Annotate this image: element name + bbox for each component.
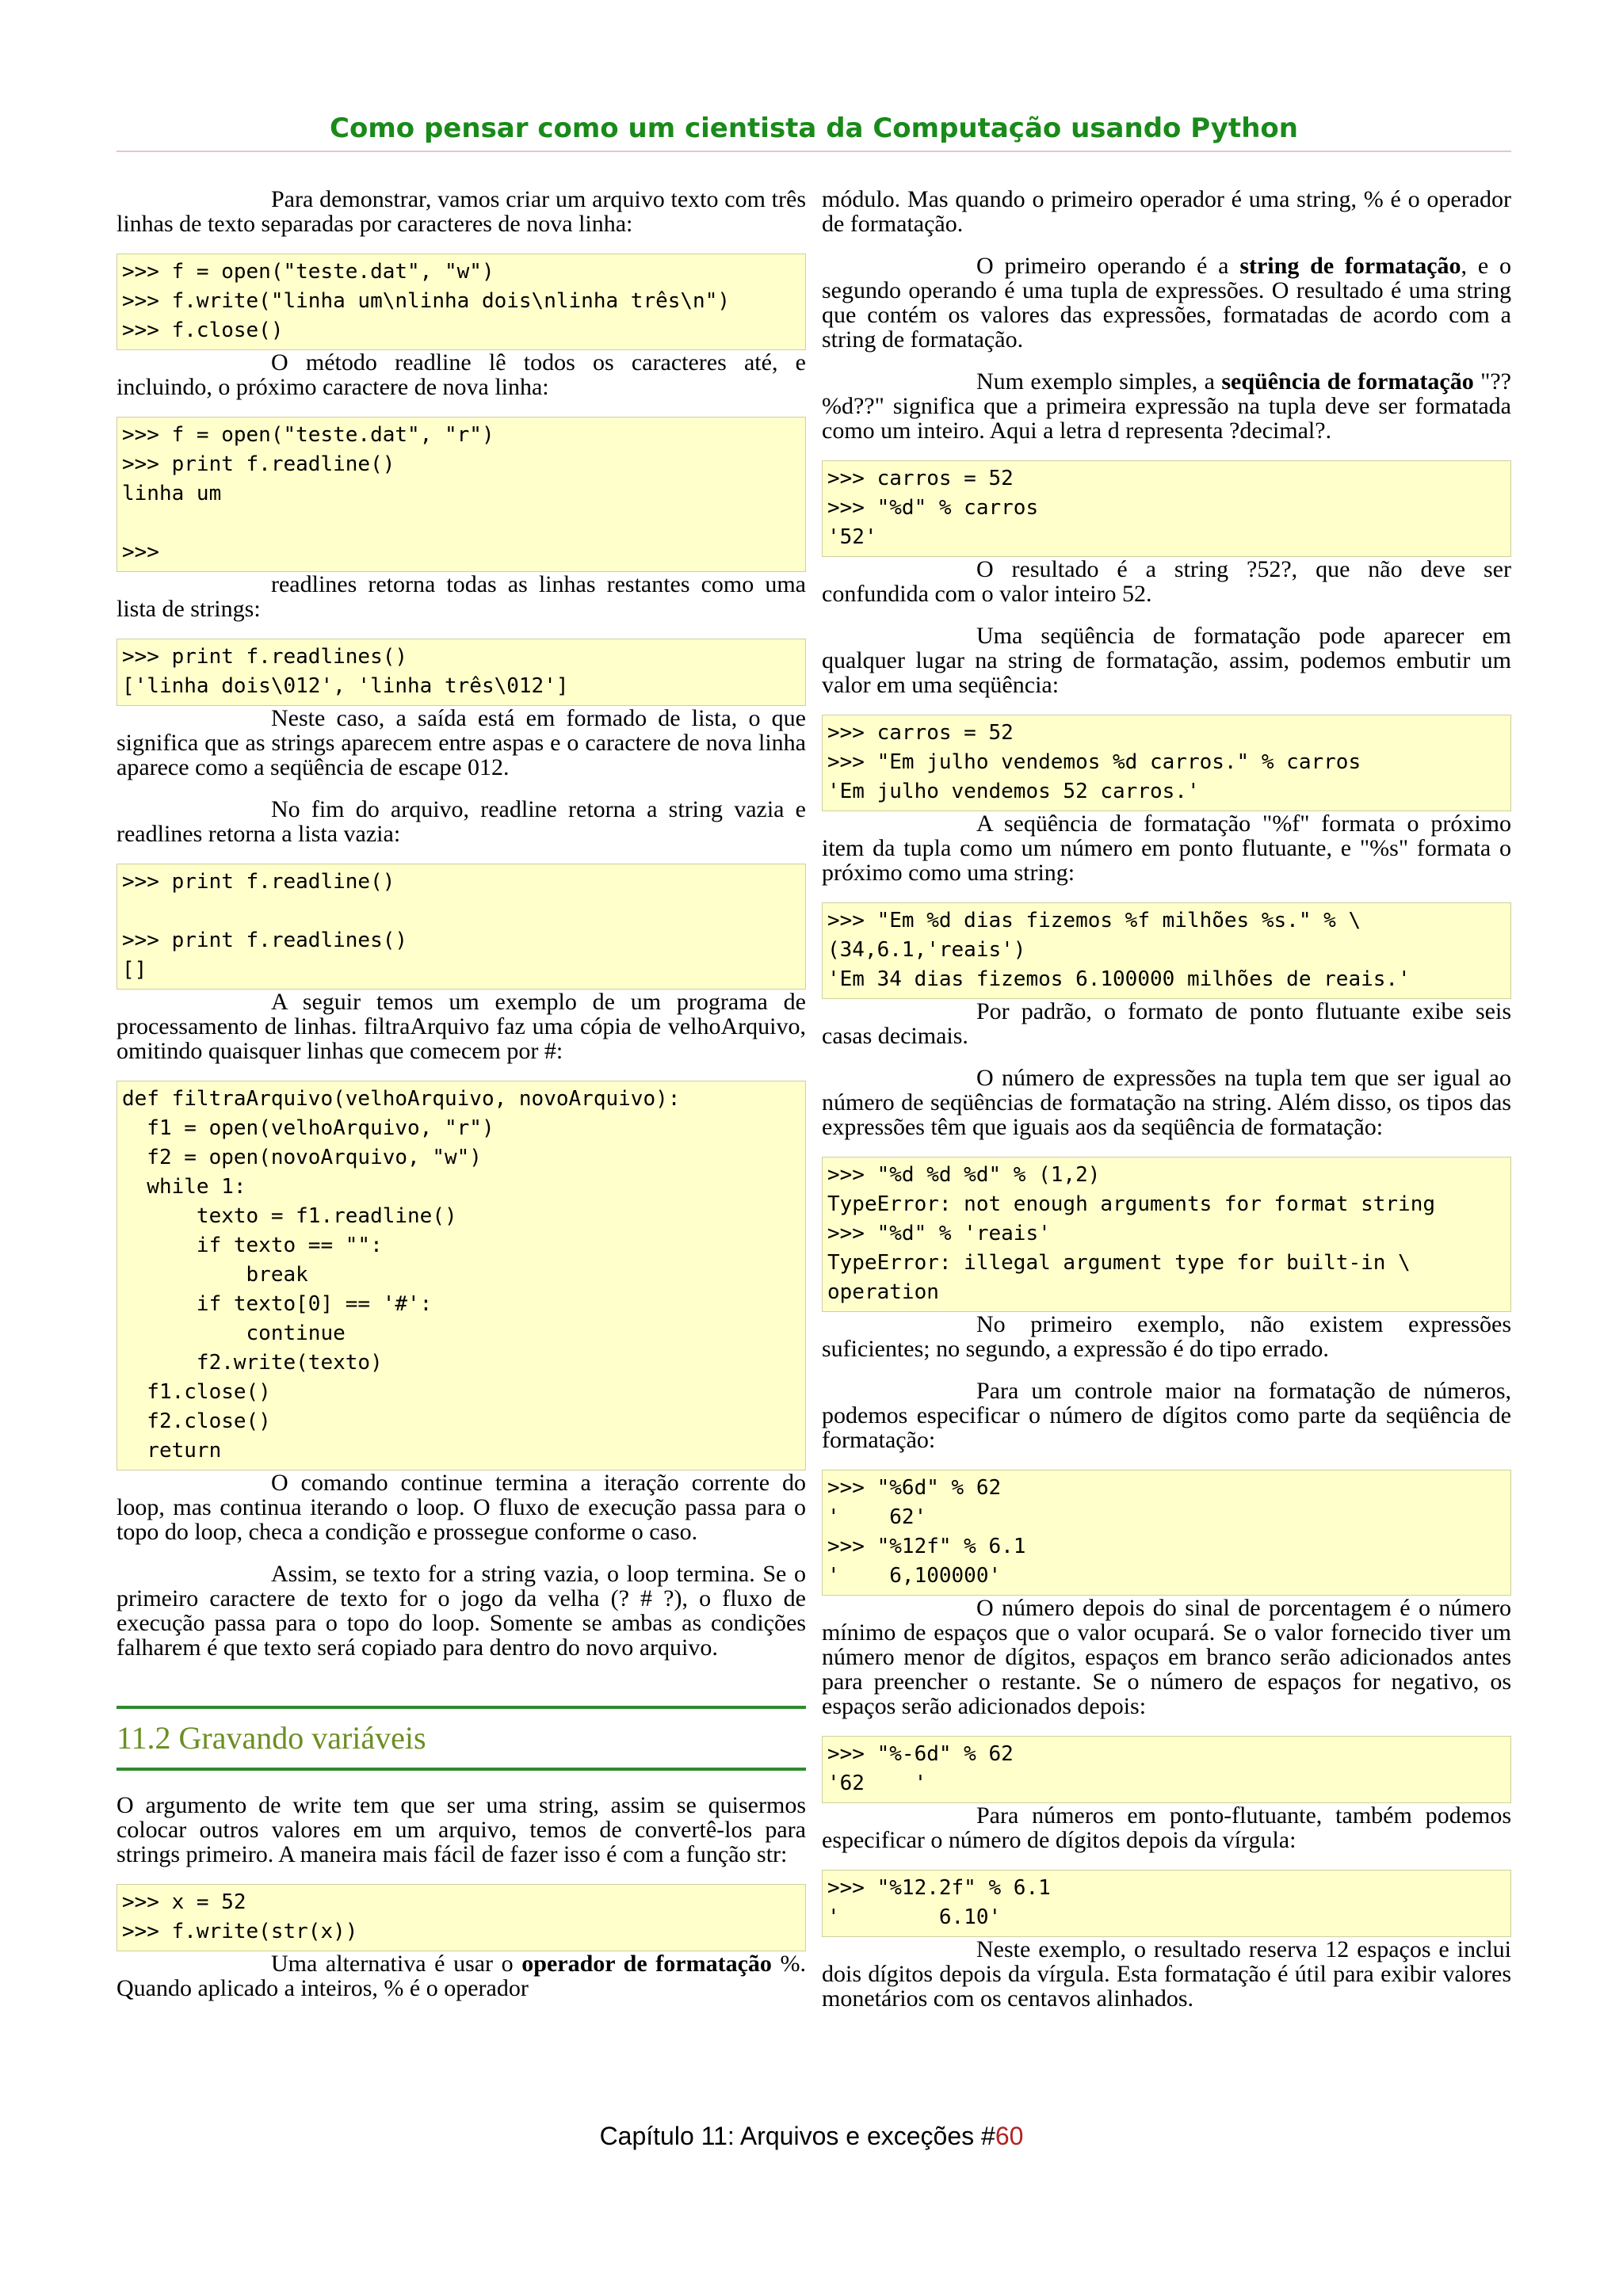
paragraph: Por padrão, o formato de ponto flutuante exibe seis casas decimais.	[822, 998, 1511, 1049]
paragraph: O argumento de write tem que ser uma string, assim se quisermos colocar outros valores em um arquivo, temos de convertê-los para strings primeiro. A maneira mais fácil de fazer isso é com a função str:	[116, 1792, 806, 1867]
bold-term: string de formatação	[1239, 253, 1461, 279]
text-run: "??%d??" significa que a primeira expressão na tupla deve ser formatada como um inteiro. Aqui a letra d representa ?decimal?.	[822, 368, 1511, 444]
paragraph: O número depois do sinal de porcentagem é o número mínimo de espaços que o valor ocupará. Se o valor fornecido tiver um número menor de dígitos, espaços em branco serão adicionados antes para preencher o restante. Se o número de espaços for negativo, os espaços serão adicionados depois:	[822, 1595, 1511, 1719]
code-block: >>> f = open("teste.dat", "w") >>> f.write("linha um\nlinha dois\nlinha três\n") >>> f.close()	[116, 254, 806, 350]
code-block: >>> "%d %d %d" % (1,2) TypeError: not enough arguments for format string >>> "%d" % 'reais' TypeError: illegal argument type for built-in \ operation	[822, 1157, 1511, 1312]
text-run: Uma alternativa é usar o	[271, 1951, 522, 1977]
paragraph: O comando continue termina a iteração corrente do loop, mas continua iterando o loop. O fluxo de execução passa para o topo do loop, checa a condição e prossegue conforme o caso.	[116, 1470, 806, 1545]
text-run: , e o segundo operando é uma tupla de expressões. O resultado é uma string que contém os valores das expressões, formatadas de acordo com a string de formatação.	[822, 253, 1511, 353]
code-block: >>> "%-6d" % 62 '62 '	[822, 1736, 1511, 1803]
text-run: Num exemplo simples, a	[976, 368, 1222, 395]
text-run: O primeiro operando é a	[976, 253, 1240, 279]
paragraph: Assim, se texto for a string vazia, o loop termina. Se o primeiro caractere de texto for o jogo da velha (? # ?), o fluxo de execução passa para o topo do loop. Somente se ambas as condições falharem é que texto será copiado para dentro do novo arquivo.	[116, 1561, 806, 1661]
paragraph: O método readline lê todos os caracteres até, e incluindo, o próximo caractere de nova linha:	[116, 349, 806, 400]
paragraph: Para números em ponto-flutuante, também podemos especificar o número de dígitos depois da vírgula:	[822, 1802, 1511, 1853]
code-block: def filtraArquivo(velhoArquivo, novoArquivo): f1 = open(velhoArquivo, "r") f2 = open(novoArquivo, "w") while 1: texto = f1.readline() if texto == "": break if texto[0] == '#': continue f2.write(texto) f1.close() f2.close() return	[116, 1081, 806, 1470]
section-divider-bottom	[116, 1768, 806, 1771]
paragraph: A seguir temos um exemplo de um programa de processamento de linhas. filtraArquivo faz uma cópia de velhoArquivo, omitindo quaisquer linhas que comecem por #:	[116, 989, 806, 1064]
code-block: >>> carros = 52 >>> "%d" % carros '52'	[822, 460, 1511, 557]
code-block: >>> x = 52 >>> f.write(str(x))	[116, 1884, 806, 1951]
paragraph: Neste exemplo, o resultado reserva 12 espaços e inclui dois dígitos depois da vírgula. Esta formatação é útil para exibir valores monetários com os centavos alinhados.	[822, 1936, 1511, 2012]
code-block: >>> "%6d" % 62 ' 62' >>> "%12f" % 6.1 ' 6,100000'	[822, 1470, 1511, 1596]
paragraph: O número de expressões na tupla tem que ser igual ao número de seqüências de formatação na string. Além disso, os tipos das expressões têm que iguais aos da seqüência de formatação:	[822, 1065, 1511, 1140]
code-block: >>> print f.readlines() ['linha dois\012', 'linha três\012']	[116, 639, 806, 706]
paragraph: No primeiro exemplo, não existem expressões suficientes; no segundo, a expressão é do tipo errado.	[822, 1311, 1511, 1362]
code-block: >>> f = open("teste.dat", "r") >>> print f.readline() linha um >>>	[116, 417, 806, 572]
code-block: >>> "Em %d dias fizemos %f milhões %s." % \ (34,6.1,'reais') 'Em 34 dias fizemos 6.100000 milhões de reais.'	[822, 902, 1511, 999]
page-number: 60	[995, 2122, 1024, 2150]
paragraph: O resultado é a string ?52?, que não deve ser confundida com o valor inteiro 52.	[822, 556, 1511, 607]
chapter-label: Capítulo 11: Arquivos e exceções #	[599, 2122, 995, 2150]
paragraph: Neste caso, a saída está em formado de lista, o que significa que as strings aparecem entre aspas e o caractere de nova linha aparece como a seqüência de escape 012.	[116, 705, 806, 780]
paragraph: readlines retorna todas as linhas restantes como uma lista de strings:	[116, 571, 806, 622]
bold-term: operador de formatação	[521, 1951, 772, 1977]
paragraph: módulo. Mas quando o primeiro operador é uma string, % é o operador de formatação.	[822, 186, 1511, 237]
paragraph	[822, 369, 1511, 443]
code-block: >>> "%12.2f" % 6.1 ' 6.10'	[822, 1870, 1511, 1937]
text-run: %. Quando aplicado a inteiros, % é o operador	[116, 1951, 806, 2001]
left-column	[116, 187, 806, 2018]
code-block: >>> print f.readline() >>> print f.readlines() []	[116, 864, 806, 990]
section-divider-top	[116, 1706, 806, 1709]
bold-term: seqüência de formatação	[1221, 368, 1474, 395]
header-divider	[116, 151, 1511, 152]
paragraph: Para um controle maior na formatação de números, podemos especificar o número de dígitos como parte da seqüência de formatação:	[822, 1378, 1511, 1453]
paragraph: Para demonstrar, vamos criar um arquivo texto com três linhas de texto separadas por caracteres de nova linha:	[116, 186, 806, 237]
right-column	[822, 187, 1511, 2028]
paragraph	[116, 1951, 806, 2000]
paragraph	[822, 254, 1511, 352]
running-header: Como pensar como um cientista da Computação usando Python	[330, 113, 1298, 144]
code-block: >>> carros = 52 >>> "Em julho vendemos %d carros." % carros 'Em julho vendemos 52 carros.'	[822, 715, 1511, 811]
paragraph: No fim do arquivo, readline retorna a string vazia e readlines retorna a lista vazia:	[116, 796, 806, 847]
paragraph: A seqüência de formatação "%f" formata o próximo item da tupla como um número em ponto flutuante, e "%s" formata o próximo como uma string:	[822, 810, 1511, 886]
page-footer	[0, 2122, 1623, 2151]
paragraph: Uma seqüência de formatação pode aparecer em qualquer lugar na string de formatação, assim, podemos embutir um valor em uma seqüência:	[822, 623, 1511, 698]
section-heading: 11.2 Gravando variáveis	[116, 1720, 426, 1756]
